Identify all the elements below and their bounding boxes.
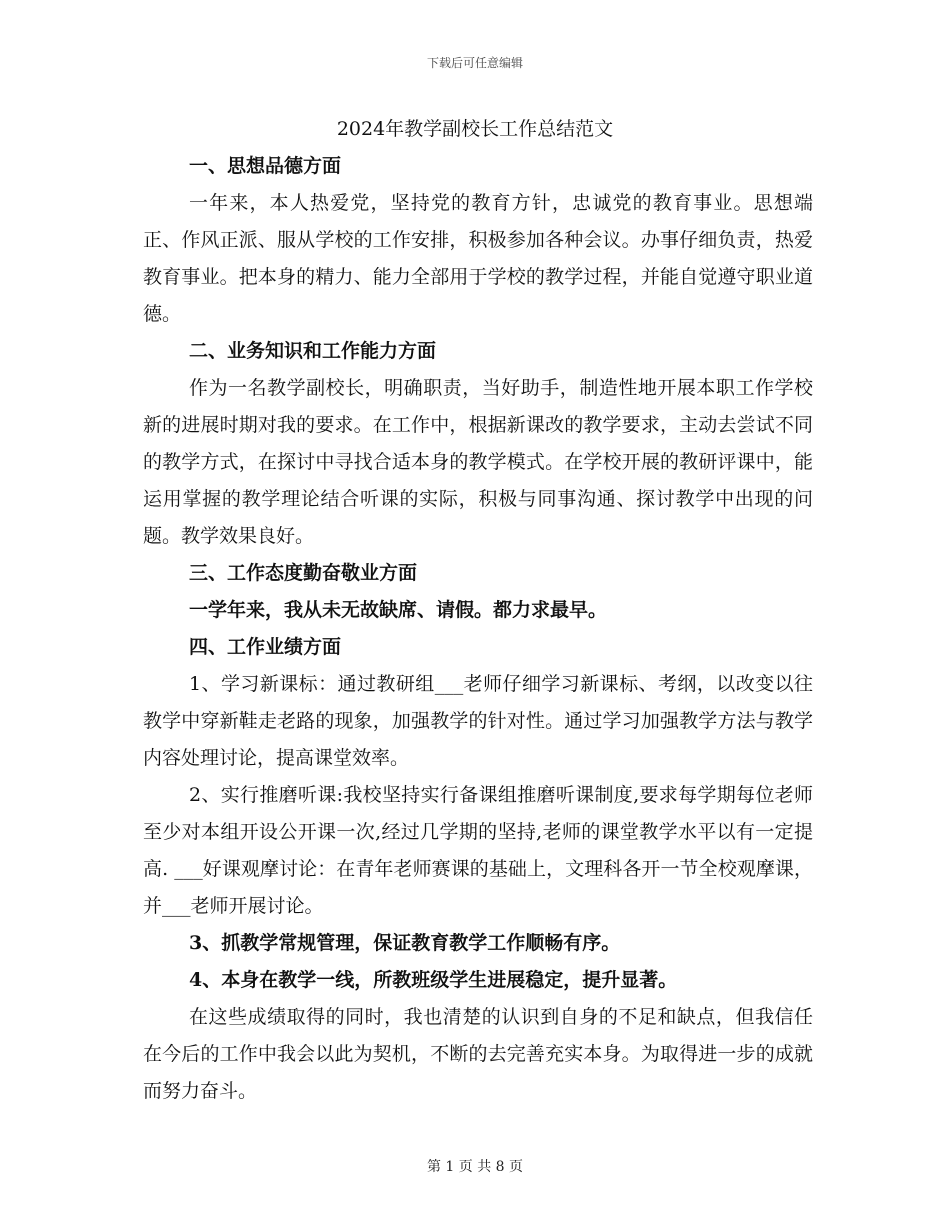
section-heading-ideology: 一、思想品德方面 xyxy=(189,155,342,177)
section-heading-achievements: 四、工作业绩方面 xyxy=(189,636,342,658)
section-heading-work-attitude: 三、工作态度勤奋敬业方面 xyxy=(189,562,418,584)
section-heading-business-knowledge: 二、业务知识和工作能力方面 xyxy=(189,340,437,362)
paragraph-new-curriculum: 1、学习新课标：通过教研组___老师仔细学习新课标、考纲，以改变以往教学中穿新鞋走老路的现象，加强教学的针对性。通过学习加强教学方法与教学内容处理讨论，提高课堂效率。 xyxy=(143,673,813,769)
document-title: 2024年教学副校长工作总结范文 xyxy=(336,118,614,140)
paragraph-lesson-observation: 2、实行推磨听课:我校坚持实行备课组推磨听课制度,要求每学期每位老师至少对本组开设公开课一次,经过几学期的坚持,老师的课堂教学水平以有一定提高. ___好课观摩讨论：在青年老师赛课的基础上，文理科各开一节全校观摩课，并___老师开展讨论。 xyxy=(143,784,813,917)
paragraph-conclusion: 在这些成绩取得的同时，我也清楚的认识到自身的不足和缺点，但我信任在今后的工作中我会以此为契机，不断的去完善充实本身。为取得进一步的成就而努力奋斗。 xyxy=(143,1006,813,1102)
paragraph-ideology: 一年来，本人热爱党，坚持党的教育方针，忠诚党的教育事业。思想端正、作风正派、服从学校的工作安排，积极参加各种会议。办事仔细负责，热爱教育事业。把本身的精力、能力全部用于学校的教学过程，并能自觉遵守职业道德。 xyxy=(143,192,813,325)
paragraph-work-attitude: 一学年来，我从未无故缺席、请假。都力求最早。 xyxy=(189,599,608,621)
paragraph-business-knowledge: 作为一名教学副校长，明确职责，当好助手，制造性地开展本职工作学校新的进展时期对我的要求。在工作中，根据新课改的教学要求，主动去尝试不同的教学方式，在探讨中寻找合适本身的教学模式。在学校开展的教研评课中，能运用掌握的教学理论结合听课的实际，积极与同事沟通、探讨教学中出现的问题。教学效果良好。 xyxy=(143,377,813,547)
paragraph-routine-management: 3、抓教学常规管理，保证教育教学工作顺畅有序。 xyxy=(189,932,621,954)
paragraph-frontline-teaching: 4、本身在教学一线，所教班级学生进展稳定，提升显著。 xyxy=(189,969,678,991)
page-footer: 第 1 页 共 8 页 xyxy=(426,1159,524,1175)
header-note: 下载后可任意编辑 xyxy=(426,56,523,70)
document-body xyxy=(143,148,813,1110)
